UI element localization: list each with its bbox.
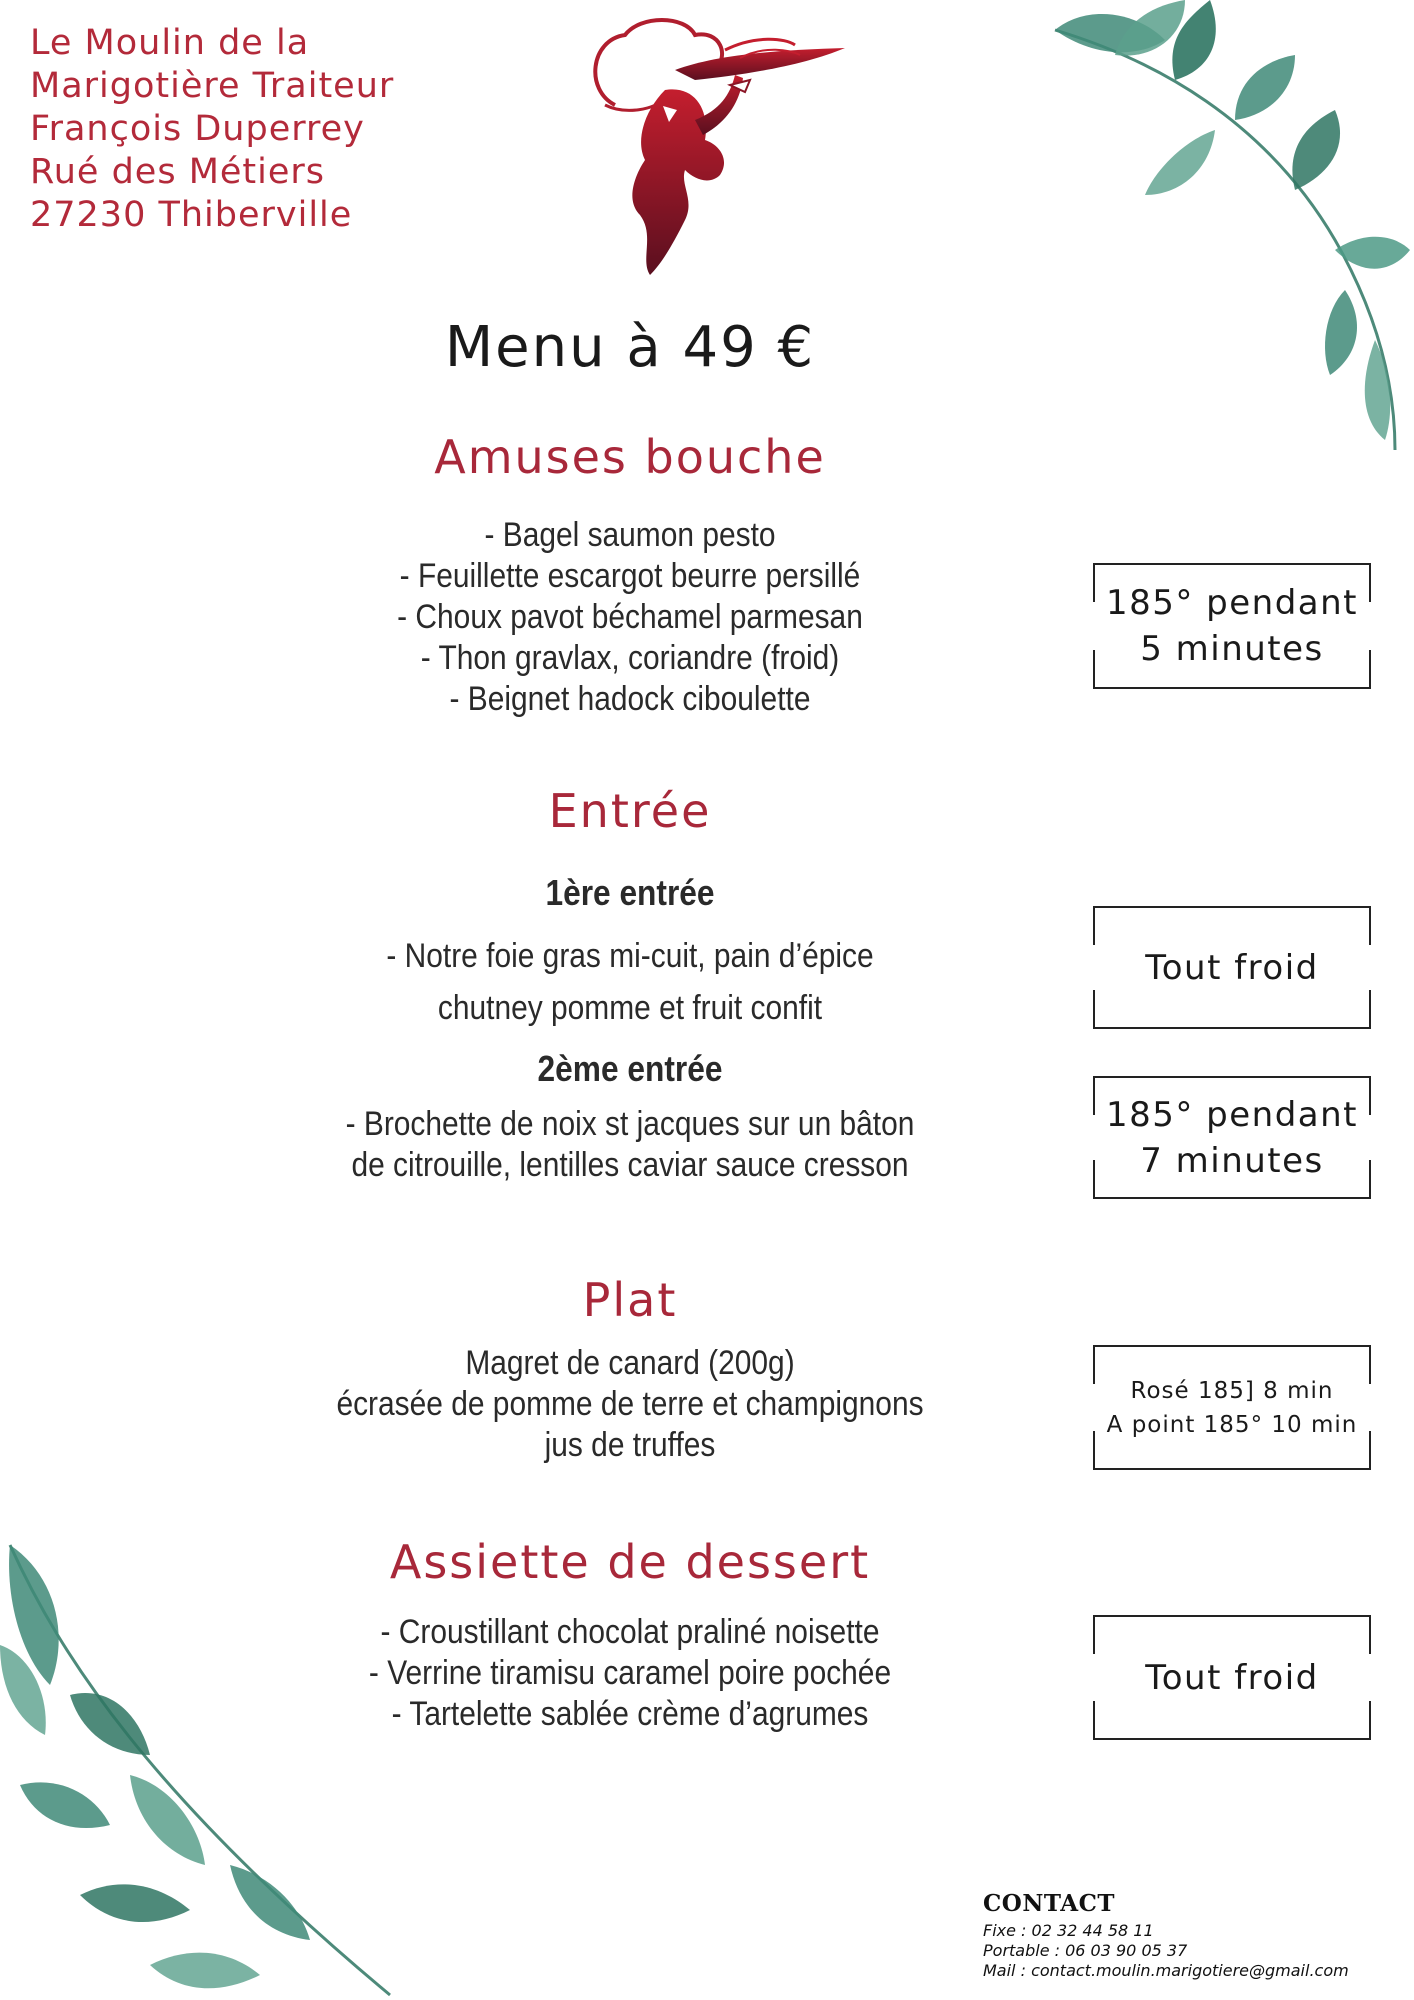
cooking-line: 185° pendant [1105, 583, 1359, 623]
address-block [30, 22, 394, 237]
list-item: - Notre foie gras mi-cuit, pain d’épice [386, 937, 874, 975]
list-item: - Feuillette escargot beurre persillé [399, 557, 861, 595]
cooking-line: A point 185° 10 min [1106, 1411, 1358, 1438]
contact-fixe: Fixe : 02 32 44 58 11 [983, 1921, 1154, 1940]
address-line: 27230 Thiberville [30, 195, 353, 235]
cooking-line: Rosé 185] 8 min [1130, 1377, 1334, 1404]
section-title-entree: Entrée [548, 784, 712, 838]
list-item: de citrouille, lentilles caviar sauce cresson [351, 1146, 909, 1184]
leaves-bottom-left-icon [0, 1535, 400, 2000]
list-item: - Choux pavot béchamel parmesan [397, 598, 863, 636]
dessert-items [76, 1612, 1185, 1735]
plat-items [76, 1343, 1185, 1466]
amuses-items [76, 515, 1185, 720]
list-item: Magret de canard (200g) [465, 1344, 795, 1382]
list-item: - Brochette de noix st jacques sur un bâton [345, 1105, 915, 1143]
list-item: - Croustillant chocolat praliné noisette [380, 1613, 880, 1651]
cooking-box-second-entree [1092, 1075, 1372, 1200]
address-line: Rué des Métiers [30, 152, 326, 192]
contact-portable: Portable : 06 03 90 05 37 [983, 1941, 1188, 1960]
menu-title: Menu à 49 € [444, 315, 816, 380]
contact-mail: Mail : contact.moulin.marigotiere@gmail.com [983, 1961, 1349, 1980]
address-line: François Duperrey [30, 109, 365, 149]
list-item: - Verrine tiramisu caramel poire pochée [368, 1654, 892, 1692]
cooking-line: 185° pendant [1105, 1094, 1359, 1135]
cooking-box-first-entree [1092, 905, 1372, 1030]
contact-block [983, 1890, 1349, 1981]
cooking-box-amuses [1092, 562, 1372, 690]
list-item: - Beignet hadock ciboulette [449, 680, 811, 718]
cooking-line: Tout froid [1145, 1657, 1319, 1698]
second-entree-items [76, 1104, 1185, 1186]
list-item: jus de truffes [544, 1426, 716, 1464]
section-title-plat: Plat [582, 1273, 678, 1327]
list-item: - Bagel saumon pesto [484, 516, 776, 554]
list-item: - Tartelette sablée crème d’agrumes [391, 1695, 869, 1733]
section-title-dessert: Assiette de dessert [389, 1535, 871, 1589]
subtitle-second-entree: 2ème entrée [537, 1048, 723, 1089]
cooking-line: 7 minutes [1140, 1140, 1324, 1181]
list-item: chutney pomme et fruit confit [437, 989, 823, 1027]
contact-heading: CONTACT [983, 1890, 1115, 1917]
cooking-line: 5 minutes [1140, 629, 1324, 669]
cooking-box-plat [1092, 1344, 1372, 1471]
subtitle-first-entree: 1ère entrée [545, 872, 715, 913]
first-entree-items [76, 930, 1185, 1034]
address-line: Marigotière Traiteur [30, 66, 395, 106]
cooking-line: Tout froid [1145, 947, 1319, 988]
chef-waiter-logo [545, 10, 865, 280]
cooking-box-dessert [1092, 1614, 1372, 1741]
leaves-top-right-icon [1035, 0, 1414, 460]
list-item: - Thon gravlax, coriandre (froid) [420, 639, 840, 677]
address-line: Le Moulin de la [30, 23, 310, 63]
list-item: écrasée de pomme de terre et champignons [336, 1385, 924, 1423]
section-title-amuses: Amuses bouche [434, 430, 826, 484]
